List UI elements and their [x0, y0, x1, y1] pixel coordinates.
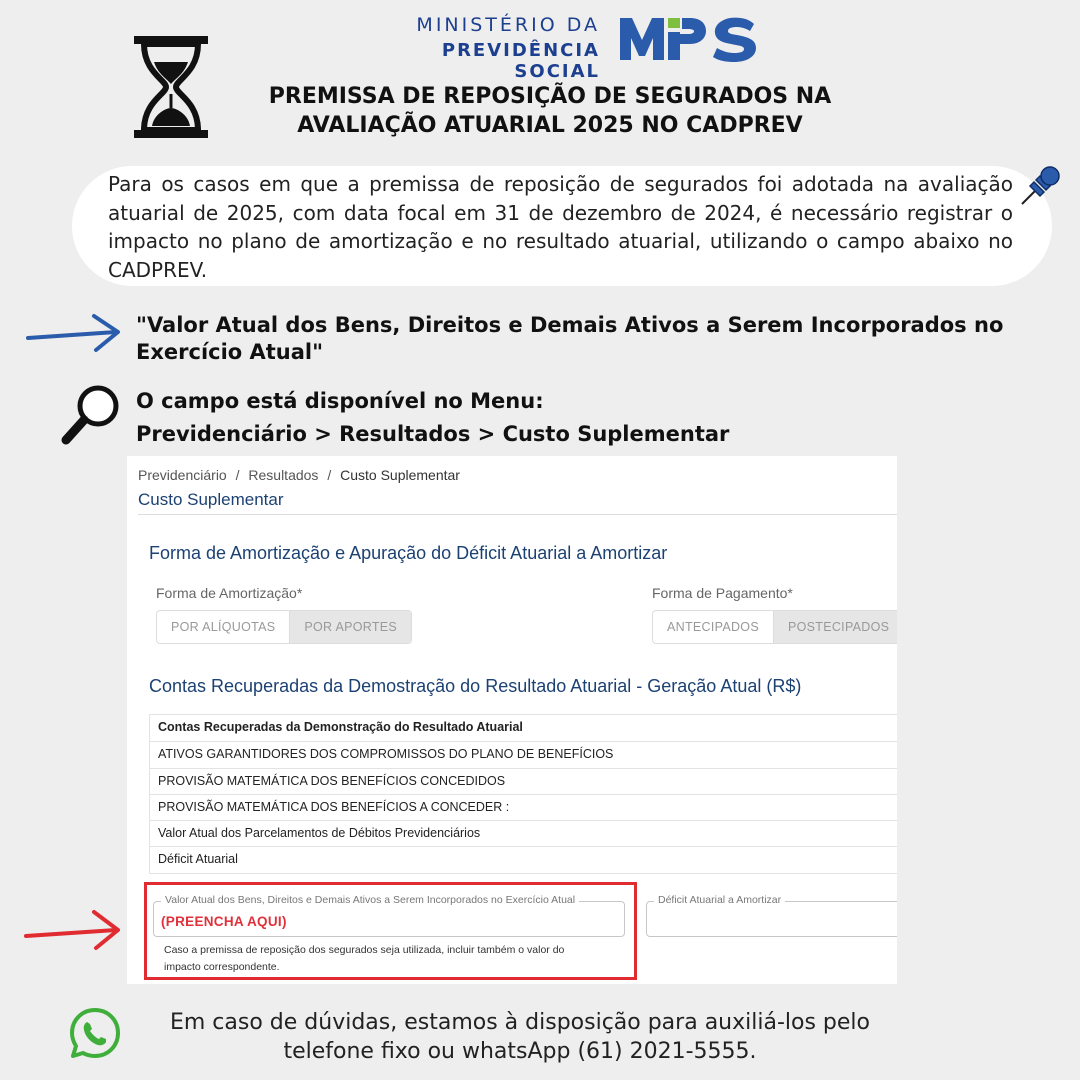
- divider: [138, 514, 897, 515]
- logo-line-2: PREVIDÊNCIA SOCIAL: [441, 40, 600, 82]
- logo-line-1: MINISTÉRIO DA: [416, 14, 600, 36]
- table-row[interactable]: PROVISÃO MATEMÁTICA DOS BENEFÍCIOS A CONCEDER :: [150, 794, 897, 820]
- table-row[interactable]: Valor Atual dos Parcelamentos de Débitos Previdenciários: [150, 820, 897, 846]
- payment-label: Forma de Pagamento*: [652, 585, 793, 601]
- option-antecipados[interactable]: ANTECIPADOS: [667, 620, 759, 634]
- intro-text: Para os casos em que a premissa de reposição de segurados foi adotada na avaliação atuarial de 2025, com data focal em 31 de dezembro de 2024, é necessário registrar o impacto no plano de amortização e no resultado atuarial, utilizando o campo abaixo no CADPREV.: [108, 172, 1013, 282]
- amortization-label: Forma de Amortização*: [156, 585, 303, 601]
- deficit-to-amortize-label: Déficit Atuarial a Amortizar: [654, 894, 785, 906]
- title-line-1: PREMISSA DE REPOSIÇÃO DE SEGURADOS NA: [268, 84, 832, 109]
- assets-to-incorporate-label: Valor Atual dos Bens, Direitos e Demais Ativos a Serem Incorporados no Exercício Atual: [161, 894, 579, 906]
- contact-text: [130, 1008, 910, 1066]
- table-row[interactable]: Déficit Atuarial: [150, 846, 897, 872]
- table-row[interactable]: PROVISÃO MATEMÁTICA DOS BENEFÍCIOS CONCEDIDOS: [150, 768, 897, 794]
- field-name-callout: "Valor Atual dos Bens, Direitos e Demais Ativos a Serem Incorporados no Exercício Atual": [136, 313, 1004, 364]
- breadcrumb-separator: /: [235, 467, 240, 483]
- deficit-to-amortize-field[interactable]: [646, 901, 897, 937]
- arrow-right-icon: [22, 906, 124, 952]
- amortization-toggle: [156, 610, 412, 644]
- breadcrumb-item-current: Custo Suplementar: [340, 467, 460, 483]
- screen-title: Custo Suplementar: [138, 490, 284, 509]
- accounts-table: [149, 714, 897, 874]
- arrow-right-icon: [24, 310, 124, 354]
- table-header: Contas Recuperadas da Demonstração do Resultado Atuarial: [158, 720, 523, 734]
- contact-line-1: Em caso de dúvidas, estamos à disposição para auxiliá-los pelo: [169, 1010, 870, 1035]
- title-line-2: AVALIAÇÃO ATUARIAL 2025 NO CADPREV: [297, 113, 803, 138]
- option-por-aliquotas[interactable]: POR ALÍQUOTAS: [171, 620, 276, 634]
- mps-logo: [616, 12, 761, 64]
- breadcrumb-item-previdenciario[interactable]: Previdenciário: [138, 467, 227, 483]
- breadcrumb: [138, 467, 460, 483]
- page-title: [190, 82, 910, 140]
- contact-line-2: telefone fixo ou whatsApp (61) 2021-5555.: [283, 1039, 757, 1064]
- section-title-accounts: Contas Recuperadas da Demostração do Resultado Atuarial - Geração Atual (R$): [149, 676, 802, 696]
- assets-to-incorporate-value[interactable]: (PREENCHA AQUI): [161, 914, 287, 929]
- highlight-box: [144, 882, 637, 980]
- section-title-amortization: Forma de Amortização e Apuração do Déficit Atuarial a Amortizar: [149, 543, 668, 563]
- table-row[interactable]: ATIVOS GARANTIDORES DOS COMPROMISSOS DO PLANO DE BENEFÍCIOS: [150, 741, 897, 767]
- menu-path: [136, 385, 936, 451]
- breadcrumb-separator: /: [327, 467, 332, 483]
- assets-field-hint: Caso a premissa de reposição dos segurados seja utilizada, incluir também o valor do impacto correspondente.: [164, 944, 565, 973]
- pushpin-icon: [1016, 164, 1062, 210]
- ministry-logo-text: [360, 14, 600, 82]
- option-por-aportes[interactable]: POR APORTES: [289, 611, 411, 643]
- breadcrumb-item-resultados[interactable]: Resultados: [248, 467, 319, 483]
- menu-path-text: Previdenciário > Resultados > Custo Suplementar: [136, 422, 730, 446]
- magnifier-icon: [58, 382, 124, 448]
- cadprev-screenshot: [127, 456, 897, 984]
- option-postecipados[interactable]: POSTECIPADOS: [773, 611, 897, 643]
- menu-intro-text: O campo está disponível no Menu:: [136, 389, 544, 413]
- payment-toggle: [652, 610, 897, 644]
- whatsapp-icon: [68, 1006, 122, 1060]
